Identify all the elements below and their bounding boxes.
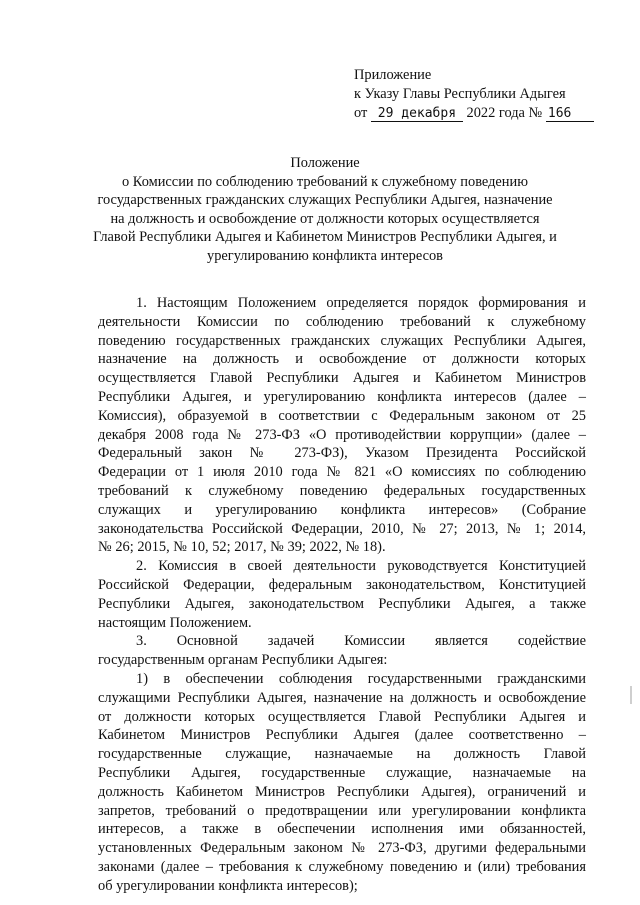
title-line: государственных гражданских служащих Республики Адыгея, назначение <box>97 192 553 209</box>
title-line: на должность и освобождение от должности которых осуществляется <box>110 210 540 227</box>
body-line: об урегулировании конфликта интересов); <box>98 877 358 894</box>
body-line: установленных Федеральным законом № 273-ФЗ, другими федеральными <box>98 840 586 857</box>
body-line: от должности которых осуществляется Главой Республики Адыгея и <box>98 708 586 725</box>
body-line: № 26; 2015, № 10, 52; 2017, № 39; 2022, № 18). <box>98 539 386 556</box>
body-line: Федеральный закон № 273-ФЗ), Указом Президента Российской <box>98 445 586 462</box>
body-line: служащими Республики Адыгея, назначение на должность и освобождение <box>98 689 586 706</box>
body-line: интересов, а также в обеспечении исполнения ими обязанностей, <box>98 821 586 838</box>
date-field: 29 декабря <box>371 107 463 122</box>
body-line: Республики Адыгея, и урегулированию конфликта интересов (далее – <box>98 388 586 405</box>
body-line: должность Кабинетом Министров Республики Адыгея), ограничений и <box>98 783 586 800</box>
title-line: о Комиссии по соблюдению требований к служебному поведению <box>122 173 528 190</box>
body-line: деятельности Комиссии по соблюдению требований к служебному <box>98 313 586 330</box>
body-line: 1) в обеспечении соблюдения государственными гражданскими <box>136 670 586 687</box>
body-line: Российской Федерации, федеральным законодательством, Конституцией <box>98 576 586 593</box>
attachment-reference: к Указу Главы Республики Адыгея <box>354 86 566 102</box>
body-line: законами (далее – требования к служебному поведению и (или) требования <box>98 858 586 875</box>
body-line: декабря 2008 года № 273-ФЗ «О противодействии коррупции» (далее – <box>98 426 586 443</box>
body-line: настоящим Положением. <box>98 614 252 631</box>
title-line: Главой Республики Адыгея и Кабинетом Министров Республики Адыгея, и <box>93 229 557 246</box>
scan-margin-mark <box>630 686 632 704</box>
body-line: 3. Основной задачей Комиссии является содействие <box>136 633 586 650</box>
body-line: назначение на должность и освобождение от должности которых <box>98 351 586 368</box>
body-line: запретов, требований о предотвращении или урегулировании конфликта <box>98 802 586 819</box>
body-line: Республики Адыгея, законодательством Республики Адыгея, а также <box>98 595 586 612</box>
body-line: требований к служебному поведению федеральных государственных <box>98 482 586 499</box>
body-line: 1. Настоящим Положением определяется порядок формирования и <box>136 295 586 311</box>
year-text: 2022 года № <box>466 105 543 121</box>
body-line: Комиссия), образуемой в соответствии с Федеральным законом от 25 <box>98 407 586 424</box>
body-line: служащих и урегулированию конфликта интересов» (Собрание <box>98 501 586 518</box>
attachment-header <box>354 66 594 123</box>
body-line: законодательства Российской Федерации, 2010, № 27; 2013, № 1; 2014, <box>98 520 586 537</box>
title-line: урегулированию конфликта интересов <box>207 247 443 264</box>
from-prefix: от <box>354 105 368 121</box>
title-line: Положение <box>290 155 360 171</box>
document-body <box>98 294 586 896</box>
body-line: осуществляется Главой Республики Адыгея и Кабинетом Министров <box>98 370 586 387</box>
attachment-date-line <box>354 104 594 123</box>
body-line: Федерации от 1 июля 2010 года № 821 «О комиссиях по соблюдению <box>98 464 586 481</box>
attachment-title: Приложение <box>354 67 432 83</box>
body-line: 2. Комиссия в своей деятельности руководствуется Конституцией <box>136 558 586 575</box>
body-line: Республики Адыгея, государственные служащие, назначаемые на <box>98 764 586 781</box>
body-line: государственным органам Республики Адыгея: <box>98 652 388 669</box>
body-line: поведению государственных гражданских служащих Республики Адыгея, <box>98 332 586 349</box>
number-field: 166 <box>546 107 594 122</box>
body-line: Кабинетом Министров Республики Адыгея (далее соответственно – <box>98 727 586 744</box>
body-line: государственные служащие, назначаемые на должность Главой <box>98 746 586 763</box>
document-title <box>60 154 590 266</box>
